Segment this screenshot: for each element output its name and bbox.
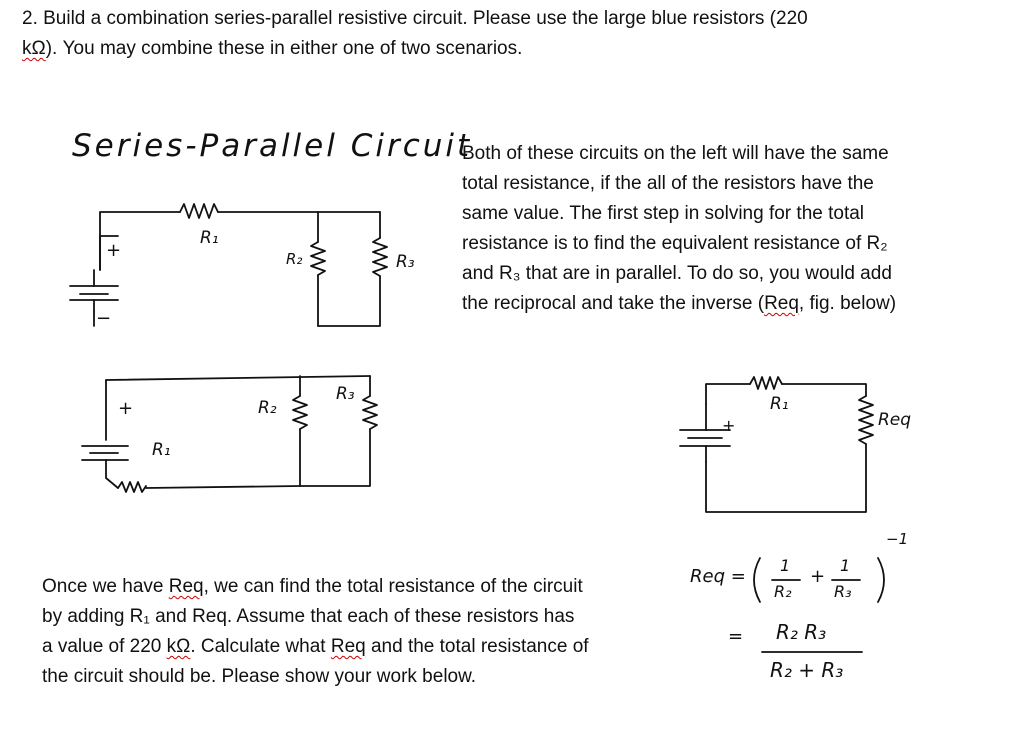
resistor-r1 bbox=[180, 204, 218, 218]
resistor-r3 bbox=[373, 238, 387, 276]
c1-r2-label: R₂ bbox=[286, 250, 303, 268]
resistor-r1 bbox=[118, 482, 146, 492]
instructions-line-3a: a value of 220 bbox=[42, 636, 167, 657]
explanation-line-4: resistance is to find the equivalent resistance of R₂ bbox=[462, 233, 888, 254]
wire bbox=[106, 376, 370, 380]
c1-minus-label: − bbox=[96, 308, 112, 329]
eq-plus: + bbox=[810, 566, 826, 587]
wire bbox=[300, 429, 370, 486]
explanation-line-1: Both of these circuits on the left will have the same bbox=[462, 143, 889, 164]
c1-r1-label: R₁ bbox=[200, 228, 219, 248]
wire bbox=[706, 444, 866, 512]
req-term: Req bbox=[330, 636, 366, 657]
c3-plus-label: + bbox=[722, 416, 736, 435]
circuit-1 bbox=[70, 204, 387, 326]
left-paren bbox=[754, 558, 760, 602]
resistor-req bbox=[859, 396, 873, 444]
c2-r3-label: R₃ bbox=[336, 384, 355, 404]
explanation-line-2: total resistance, if the all of the resistors have the bbox=[462, 173, 874, 194]
c1-plus-label: + bbox=[106, 240, 122, 261]
c3-r1-label: R₁ bbox=[770, 394, 789, 414]
wire bbox=[706, 384, 750, 404]
resistor-r3 bbox=[363, 396, 377, 429]
instructions-line-3c: . Calculate what bbox=[190, 636, 331, 657]
question-line-2-rest: ). You may combine these in either one of two scenarios. bbox=[45, 38, 523, 59]
eq-denominator: R₂ + R₃ bbox=[770, 658, 844, 682]
instructions-line-2: by adding R₁ and Req. Assume that each of these resistors has bbox=[42, 606, 575, 627]
instructions-line-3e: and the total resistance of bbox=[365, 636, 589, 657]
req-term: Req bbox=[764, 293, 799, 314]
explanation-line-3: same value. The first step in solving for the total bbox=[462, 203, 865, 224]
instructions-line-1c: , we can find the total resistance of the circuit bbox=[203, 576, 583, 597]
eq-frac2-den: R₃ bbox=[834, 582, 852, 601]
eq-frac1-den: R₂ bbox=[774, 582, 792, 601]
unit-kohm: kΩ bbox=[22, 38, 46, 59]
resistor-r1 bbox=[750, 377, 782, 389]
c2-plus-label: + bbox=[118, 398, 134, 419]
wire bbox=[146, 486, 300, 488]
resistor-r2 bbox=[311, 242, 325, 275]
eq-numerator: R₂ R₃ bbox=[776, 620, 827, 644]
wire bbox=[782, 384, 866, 396]
c2-r1-label: R₁ bbox=[152, 440, 171, 460]
explanation-line-6a: the reciprocal and take the inverse ( bbox=[462, 293, 765, 314]
question-line-1: 2. Build a combination series-parallel resistive circuit. Please use the large blue resistors (220 bbox=[22, 8, 808, 29]
wire bbox=[106, 460, 118, 488]
instructions-line-1a: Once we have bbox=[42, 576, 169, 597]
right-paren bbox=[878, 558, 884, 602]
unit-kohm: kΩ bbox=[166, 636, 191, 657]
eq-frac2-num: 1 bbox=[840, 556, 851, 575]
series-parallel-heading: Series-Parallel Circuit bbox=[72, 128, 473, 164]
eq-equals: = bbox=[728, 626, 744, 647]
circuit-2 bbox=[82, 376, 377, 492]
c2-r2-label: R₂ bbox=[258, 398, 277, 418]
instructions-line-4: the circuit should be. Please show your work below. bbox=[42, 666, 477, 687]
explanation-line-6c: , fig. below) bbox=[798, 293, 897, 314]
eq-lhs: Req = bbox=[690, 566, 746, 587]
eq-exponent: −1 bbox=[886, 530, 909, 548]
c1-r3-label: R₃ bbox=[396, 252, 415, 272]
eq-frac1-num: 1 bbox=[780, 556, 791, 575]
wire bbox=[318, 276, 380, 326]
explanation-line-5: and R₃ that are in parallel. To do so, you would add bbox=[462, 263, 892, 284]
req-term: Req bbox=[168, 576, 204, 597]
c3-req-label: Req bbox=[878, 410, 912, 430]
resistor-r2 bbox=[293, 396, 307, 429]
